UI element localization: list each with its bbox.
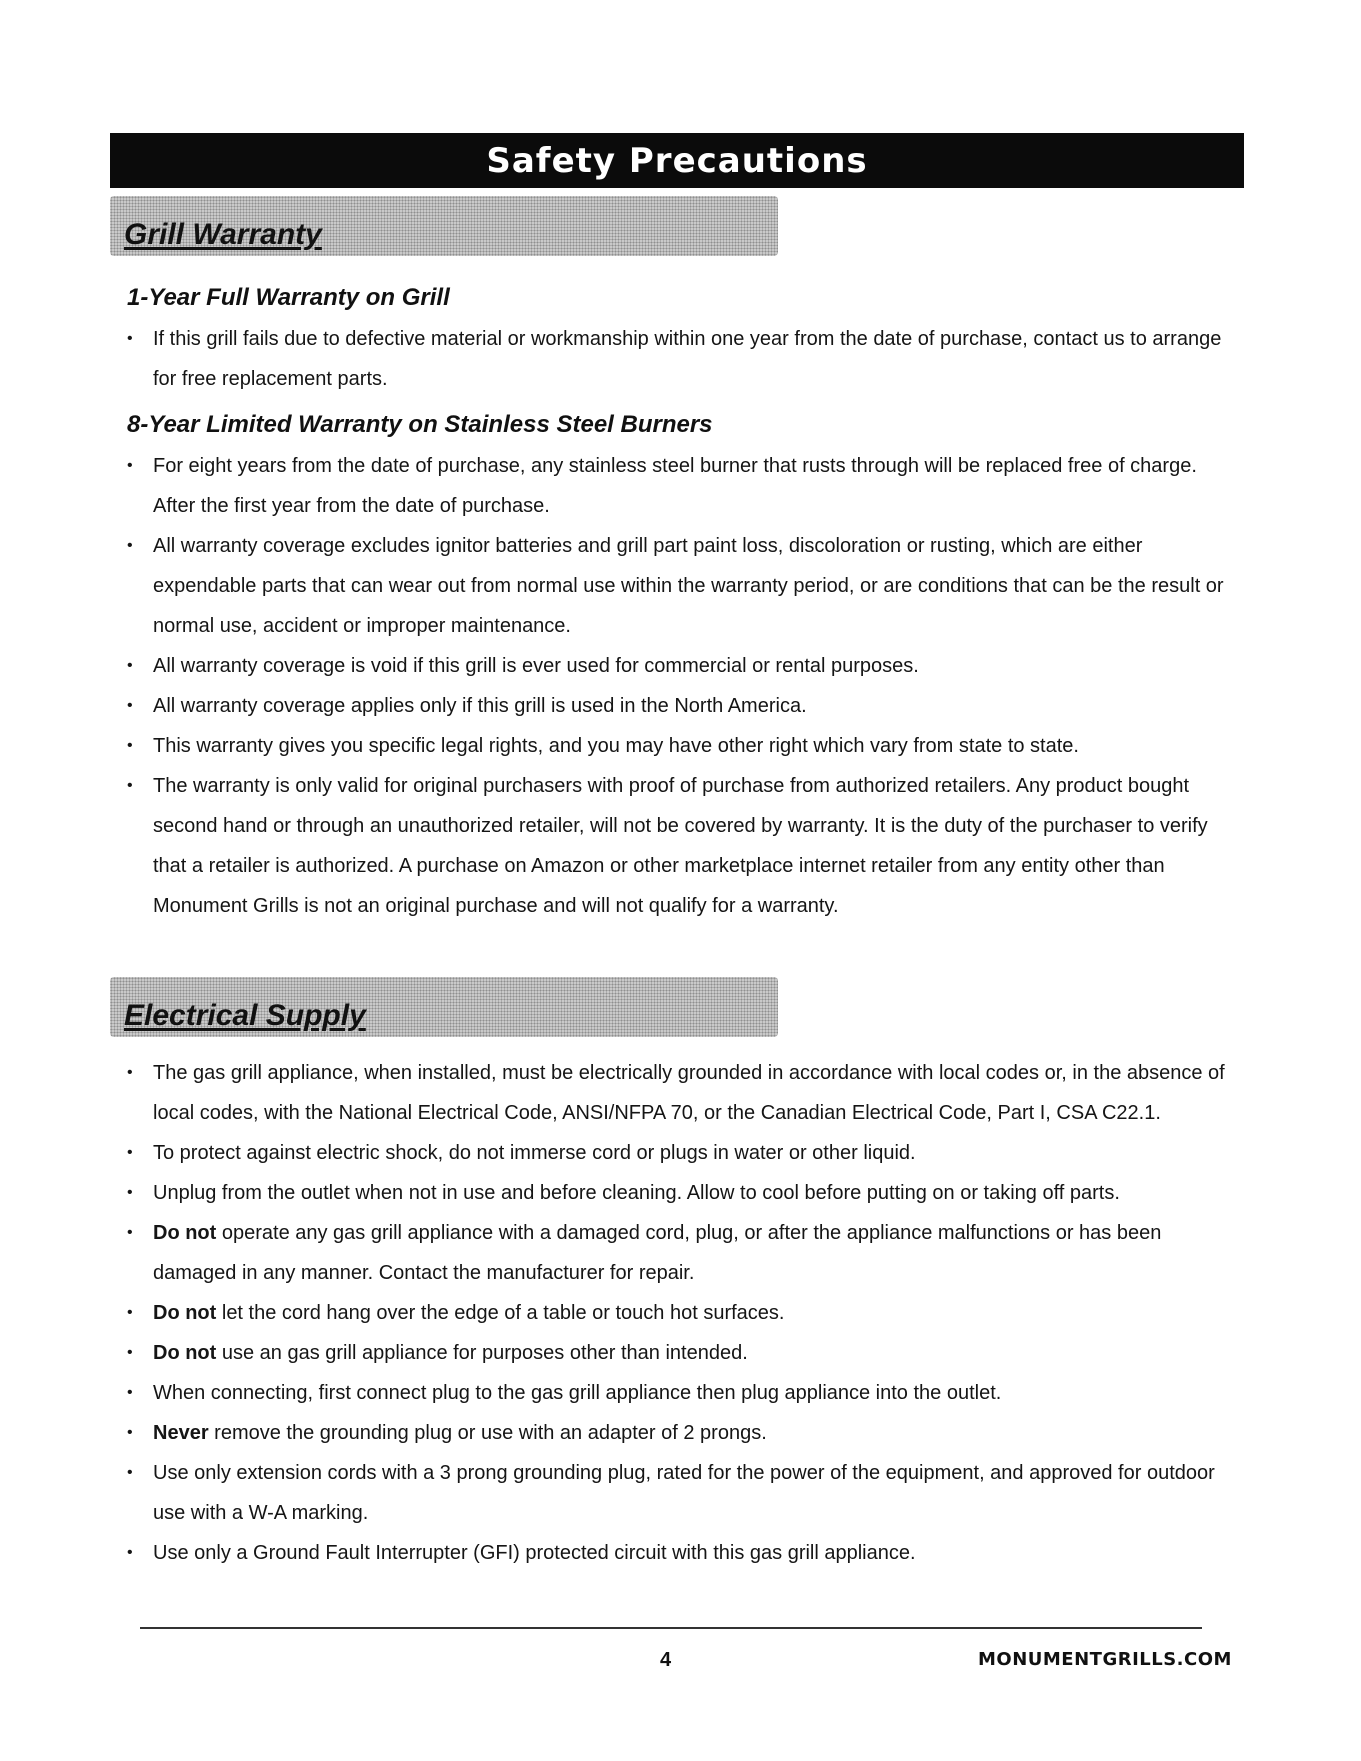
list-item: • All warranty coverage is void if this grill is ever used for commercial or rental purposes. bbox=[127, 655, 919, 677]
list-item: • All warranty coverage excludes ignitor batteries and grill part paint loss, discoloration or rusting, which are either expendable parts that can wear out from normal use within the warranty period, or are conditions that can be the result or normal use, accident or improper maintenance. bbox=[127, 535, 1224, 637]
list-item: • Do not use an gas grill appliance for purposes other than intended. bbox=[127, 1342, 748, 1364]
list-item: • For eight years from the date of purchase, any stainless steel burner that rusts through will be replaced free of charge. After the first year from the date of purchase. bbox=[127, 455, 1197, 517]
website-url: MONUMENTGRILLS.COM bbox=[978, 1649, 1232, 1670]
list-item: • Use only extension cords with a 3 prong grounding plug, rated for the power of the equipment, and approved for outdoor use with a W-A marking. bbox=[127, 1462, 1215, 1524]
grill-warranty-title: Grill Warranty bbox=[124, 218, 322, 251]
full-warranty-list bbox=[123, 319, 1233, 399]
list-item: • The gas grill appliance, when installed, must be electrically grounded in accordance with local codes or, in the absence of local codes, with the National Electrical Code, ANSI/NFPA 70, or the Canadian Electrical Code, Part I, CSA C22.1. bbox=[127, 1062, 1225, 1124]
list-item: • Never remove the grounding plug or use with an adapter of 2 prongs. bbox=[127, 1422, 767, 1444]
list-item: • Use only a Ground Fault Interrupter (GFI) protected circuit with this gas grill appliance. bbox=[127, 1542, 916, 1564]
electrical-supply-list bbox=[123, 1053, 1233, 1573]
list-item: • All warranty coverage applies only if this grill is used in the North America. bbox=[127, 695, 807, 717]
grill-warranty-header bbox=[110, 196, 778, 256]
safety-precautions-banner bbox=[110, 133, 1244, 188]
list-item: • Do not operate any gas grill appliance with a damaged cord, plug, or after the appliance malfunctions or has been damaged in any manner. Contact the manufacturer for repair. bbox=[127, 1222, 1162, 1284]
full-warranty-heading: 1-Year Full Warranty on Grill bbox=[127, 284, 450, 311]
list-item: • The warranty is only valid for original purchasers with proof of purchase from authorized retailers. Any product bought second hand or through an unauthorized retailer, will not be covered by warranty. It is the duty of the purchaser to verify that a retailer is authorized. A purchase on Amazon or other marketplace internet retailer from any entity other than Monument Grills is not an original purchase and will not qualify for a warranty. bbox=[127, 775, 1208, 917]
footer-divider bbox=[140, 1627, 1202, 1629]
list-item: • Do not let the cord hang over the edge of a table or touch hot surfaces. bbox=[127, 1302, 785, 1324]
page-number: 4 bbox=[660, 1649, 672, 1671]
electrical-supply-header bbox=[110, 977, 778, 1037]
limited-warranty-heading: 8-Year Limited Warranty on Stainless Steel Burners bbox=[127, 411, 713, 438]
limited-warranty-list bbox=[123, 446, 1233, 926]
banner-title: Safety Precautions bbox=[486, 140, 868, 181]
list-item: • If this grill fails due to defective material or workmanship within one year from the date of purchase, contact us to arrange for free replacement parts. bbox=[127, 328, 1222, 390]
list-item: • To protect against electric shock, do not immerse cord or plugs in water or other liquid. bbox=[127, 1142, 916, 1164]
list-item: • Unplug from the outlet when not in use and before cleaning. Allow to cool before putting on or taking off parts. bbox=[127, 1182, 1120, 1204]
electrical-supply-title: Electrical Supply bbox=[124, 999, 366, 1032]
list-item: • This warranty gives you specific legal rights, and you may have other right which vary from state to state. bbox=[127, 735, 1079, 757]
list-item: • When connecting, first connect plug to the gas grill appliance then plug appliance into the outlet. bbox=[127, 1382, 1002, 1404]
